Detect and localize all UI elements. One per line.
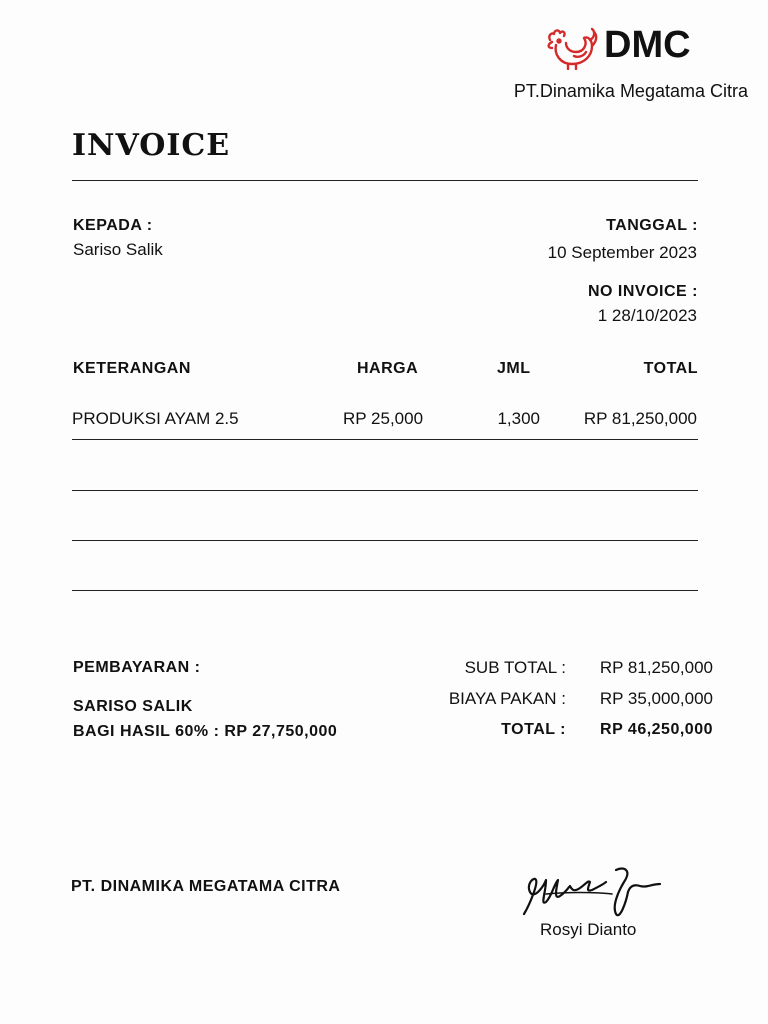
table-row-line [72,490,698,491]
column-header-description: KETERANGAN [73,360,191,377]
profit-share: BAGI HASIL 60% : RP 27,750,000 [73,723,338,740]
row-description: PRODUKSI AYAM 2.5 [72,409,239,428]
rooster-icon [544,26,600,70]
signer-name: Rosyi Dianto [540,920,637,939]
payment-label: PEMBAYARAN : [73,659,201,676]
total-label: TOTAL : [501,721,566,738]
date-label: TANGGAL : [606,217,698,234]
table-row-line [72,590,698,591]
total-value: RP 46,250,000 [600,721,713,738]
table-row-line [72,540,698,541]
recipient-label: KEPADA : [73,217,153,234]
invoice-number-value: 1 28/10/2023 [597,306,697,325]
payment-name: SARISO SALIK [73,698,193,715]
row-total: RP 81,250,000 [583,409,697,428]
company-logo [544,24,724,72]
column-header-qty: JML [497,360,531,377]
column-header-total: TOTAL [643,360,698,377]
row-price: RP 25,000 [343,409,424,428]
feed-cost-label: BIAYA PAKAN : [448,689,566,708]
page-title: INVOICE [72,128,231,163]
logo-text: DMC [604,24,691,66]
subtotal-label: SUB TOTAL : [464,658,566,677]
title-divider [72,180,698,181]
recipient-name: Sariso Salik [73,240,163,259]
column-header-price: HARGA [357,360,419,377]
footer-company-name: PT. DINAMIKA MEGATAMA CITRA [71,878,341,895]
signature-icon [516,862,666,922]
subtotal-value: RP 81,250,000 [599,658,713,677]
feed-cost-value: RP 35,000,000 [599,689,713,708]
table-row-line [72,439,698,440]
row-qty: 1,300 [497,409,540,428]
date-value: 10 September 2023 [547,243,697,262]
invoice-number-label: NO INVOICE : [587,283,698,300]
company-name-header: PT.Dinamika Megatama Citra [513,81,748,101]
